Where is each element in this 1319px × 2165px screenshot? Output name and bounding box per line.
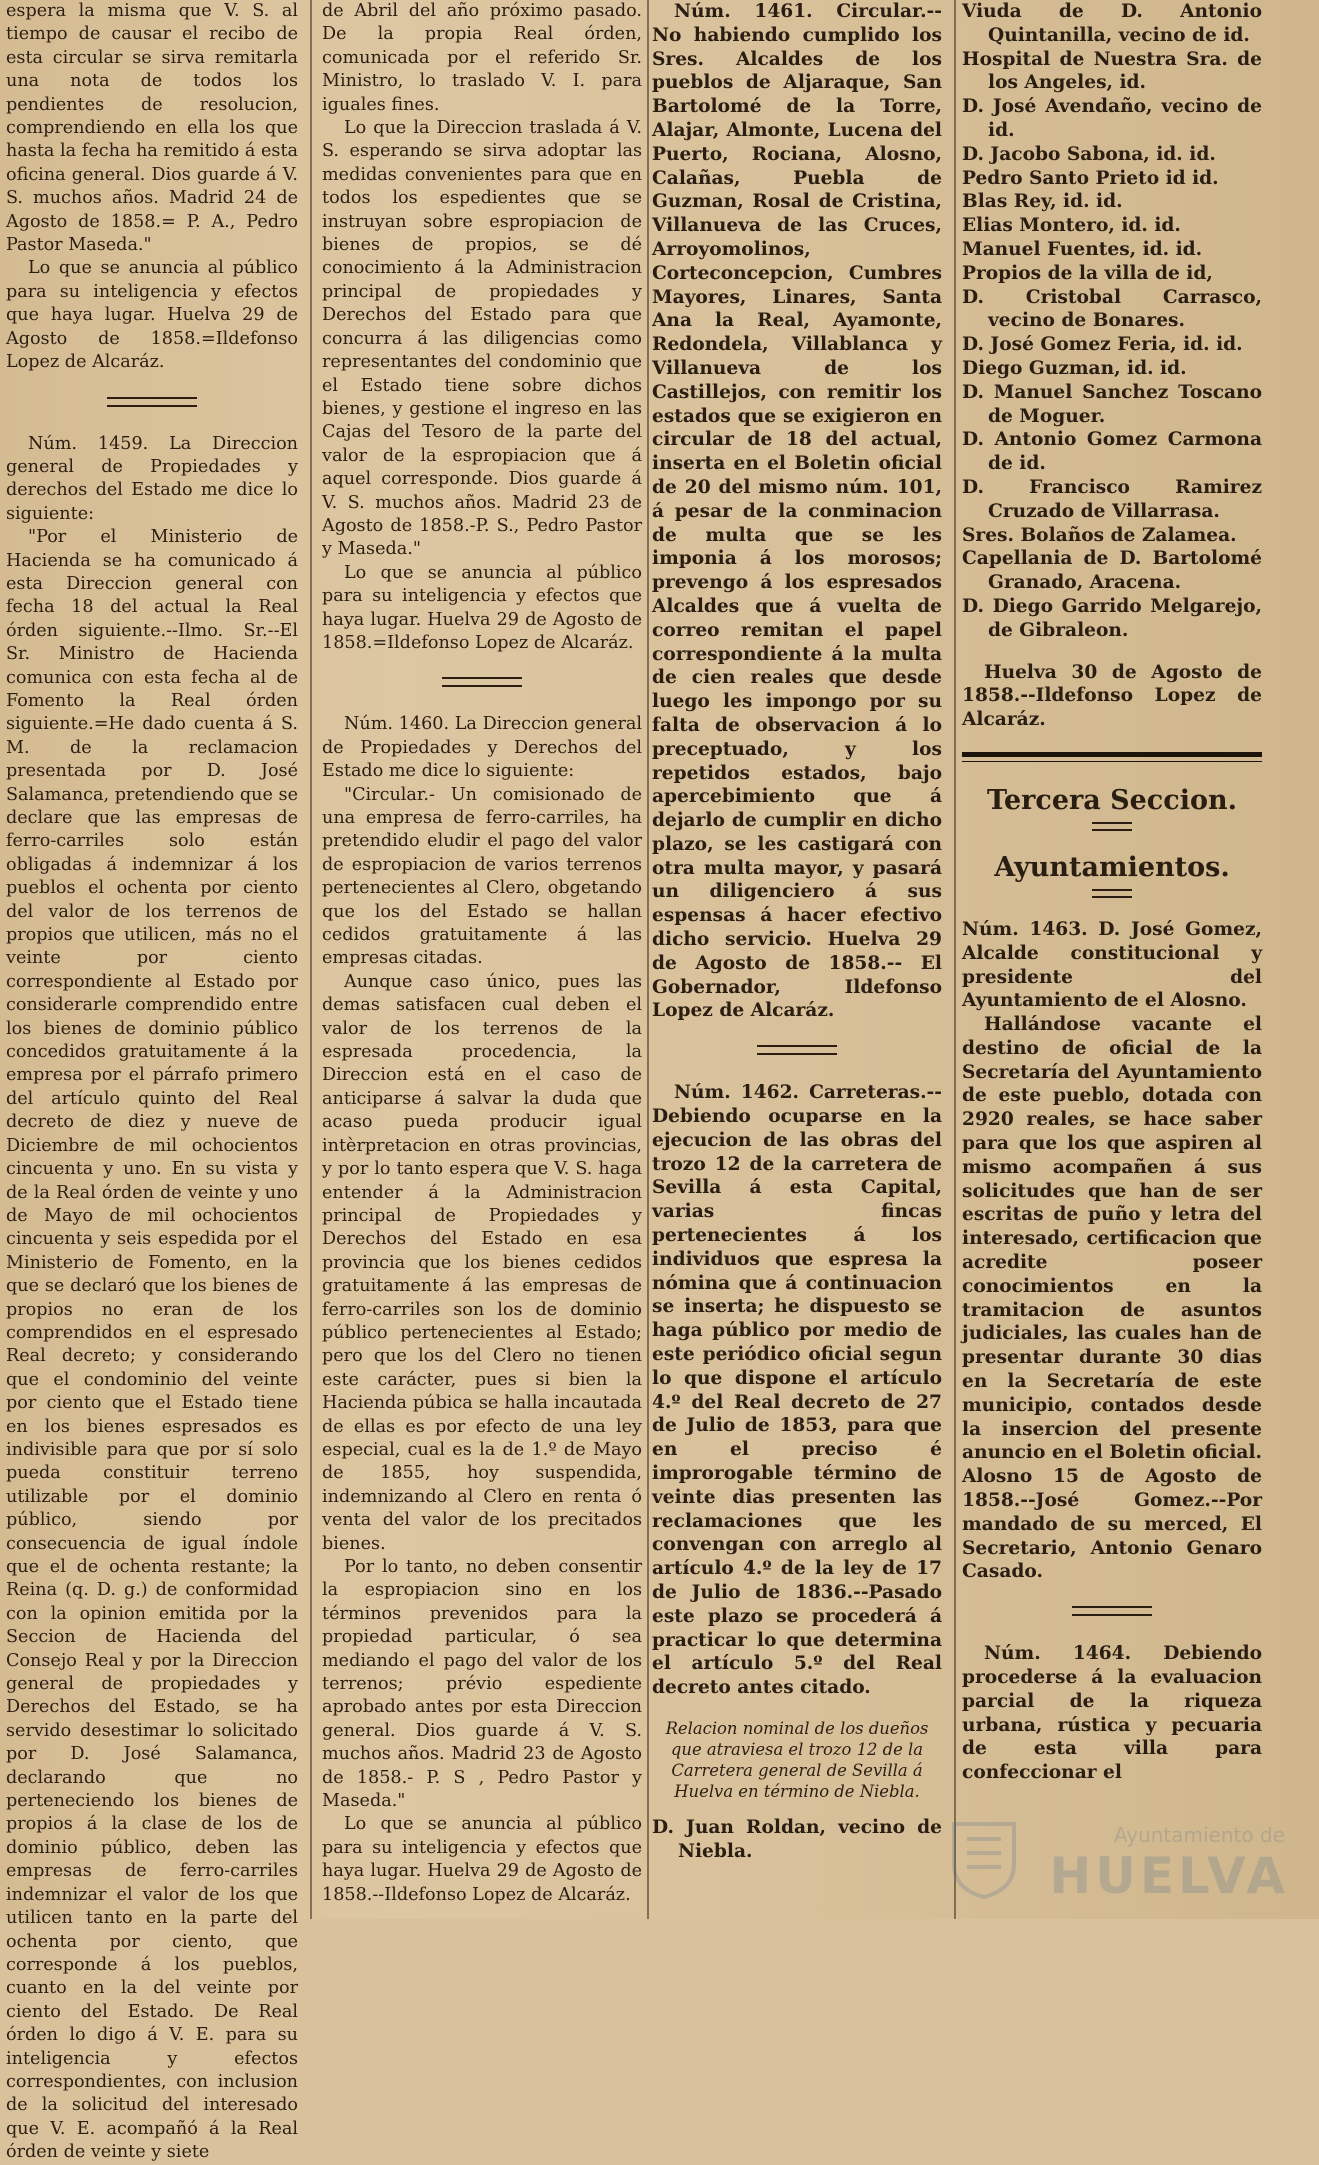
separator bbox=[107, 397, 197, 407]
notice-1463-body: Hallándose vacante el destino de oficial de la Secretaría del Ayuntamiento de este pueblo, dotada con 2920 reales, se hace saber para que los que aspiren al mismo acompañen á sus solicitudes que han de ser escritas de puño y letra del interesado, certificacion que acredite poseer conocimientos en la tramitacion de asuntos judiciales, las cuales han de presentar durante 30 dias en la Secretaría de este municipio, contados desde la insercion del presente anuncio en el Boletin oficial. Alosno 15 de Agosto de 1858.--José Gomez.--Por mandado de su merced, El Secretario, Antonio Genaro Casado. bbox=[962, 1014, 1262, 1583]
text-paragraph: Lo que la Direccion traslada á V. S. esperando se sirva adoptar las medidas convenientes para que en todos los espedientes que se instruyan sobre espropiacion de bienes de propios, se dé conocimiento á la Administracion principal de propiedades y Derechos del Estado para que concurra á las diligencias como representantes del condominio que el Estado tiene sobre dichos bienes, y gestione el ingreso en las Cajas del Tesoro de la parte del valor de la espropiacion que á aquel corresponde. Dios guarde á V. S. muchos años. Madrid 23 de Agosto de 1858.-P. S., Pedro Pastor y Maseda." bbox=[322, 118, 642, 560]
owner-entry: D. Manuel Sanchez Toscano de Moguer. bbox=[962, 381, 1262, 427]
separator bbox=[442, 677, 522, 687]
text-paragraph: de Abril del año próximo pasado. De la propia Real órden, comunicada por el referido Sr. Ministro, lo traslado V. I. para iguales fines. bbox=[322, 1, 642, 115]
owner-entry: D. Jacobo Sabona, id. id. bbox=[962, 143, 1216, 165]
owners-list bbox=[962, 0, 1262, 643]
owner-entry: Diego Guzman, id. id. bbox=[962, 357, 1187, 379]
column-divider bbox=[310, 0, 312, 1919]
subsection-title: Ayuntamientos. bbox=[994, 851, 1230, 883]
owner-entry: Viuda de D. Antonio Quintanilla, vecino de id. bbox=[962, 1, 1262, 46]
notice-1462: Núm. 1462. Carreteras.--Debiendo ocuparse en la ejecucion de las obras del trozo 12 de la carretera de Sevilla á esta Capital, varias fincas pertenecientes á los individuos que espresa la nómina que á continuacion se inserta; he dispuesto se haga público por medio de este periódico oficial segun lo que dispone el artículo 4.º del Real decreto de 27 de Julio de 1853, para que en el preciso é improrogable término de veinte dias presenten las reclamaciones que les convengan con arreglo al artículo 4.º de la ley de 17 de Julio de 1836.--Pasado este plazo se procederá á practicar lo que determina el artículo 5.º del Real decreto antes citado. bbox=[652, 1082, 942, 1699]
separator bbox=[1072, 1606, 1152, 1616]
owners-list-caption: Relacion nominal de los dueños que atraviesa el trozo 12 de la Carretera general de Sevilla á Huelva en término de Niebla. bbox=[665, 1718, 929, 1801]
owner-entry: Propios de la villa de id, bbox=[962, 262, 1213, 284]
owner-entry: D. Cristobal Carrasco, vecino de Bonares. bbox=[962, 286, 1262, 332]
owner-entry: D. José Gomez Feria, id. id. bbox=[962, 334, 1243, 356]
owner-entry: Manuel Fuentes, id. id. bbox=[962, 238, 1203, 260]
signature-line: Huelva 30 de Agosto de 1858.--Ildefonso Lopez de Alcaráz. bbox=[962, 661, 1262, 731]
text-paragraph: Aunque caso único, pues las demas satisfacen cual deben el valor de los terrenos de la espresada procedencia, la Direccion está en el caso de anticiparse á salvar la duda que acaso pueda producir igual intèrpretacion en otras provincias, y por lo tanto espera que V. S. haga entender á la Administracion principal de Propiedades y Derechos del Estado en esa provincia que los bienes cedidos gratuitamente á las empresas de ferro-carriles son los de dominio público pertenecientes al Estado; pero que los del Clero no tienen este carácter, pues si bien la Hacienda púbica se halla incautada de ellas es por efecto de una ley especial, cual es la de 1.º de Mayo de 1855, hoy suspendida, indemnizando al Clero en renta ó venta del valor de los precitados bienes. bbox=[322, 971, 642, 1554]
text-paragraph: Lo que se anuncia al público para su inteligencia y efectos que haya lugar. Huelva 29 de Agosto de 1858.=Ildefonso Lopez de Alcaráz. bbox=[6, 258, 298, 373]
owner-entry: D. Diego Garrido Melgarejo, de Gibraleon. bbox=[962, 595, 1262, 641]
watermark-subtitle: Ayuntamiento de bbox=[1113, 1823, 1285, 1847]
owner-entry: Pedro Santo Prieto id id. bbox=[962, 167, 1219, 189]
section-rule bbox=[962, 752, 1262, 757]
owner-entry: Capellania de D. Bartolomé Granado, Aracena. bbox=[962, 548, 1262, 594]
shield-icon bbox=[949, 1819, 1019, 1899]
section-title: Tercera Seccion. bbox=[987, 784, 1237, 816]
owner-entry: D. Juan Roldan, vecino de Niebla. bbox=[652, 1816, 942, 1862]
separator bbox=[757, 1045, 837, 1055]
notice-1459-heading: Núm. 1459. La Direccion general de Propiedades y derechos del Estado me dice lo siguiente: bbox=[6, 433, 298, 524]
section-rule-thin bbox=[962, 761, 1262, 762]
notice-1463-heading: Núm. 1463. D. José Gomez, Alcalde constitucional y presidente del Ayuntamiento de el Alosno. bbox=[962, 918, 1262, 1012]
owner-entry: D. Antonio Gomez Carmona de id. bbox=[962, 429, 1262, 475]
text-paragraph: Por lo tanto, no deben consentir la espropiacion sino en los términos prevenidos para la propiedad particular, ó sea mediando el pago del valor de los terrenos; prévio espediente aprobado antes por esta Direccion general. Dios guarde á V. S. muchos años. Madrid 23 de Agosto de 1858.- P. S , Pedro Pastor y Maseda." bbox=[322, 1557, 642, 1812]
column-4 bbox=[962, 0, 1262, 1919]
text-paragraph: Lo que se anuncia al público para su inteligencia y efectos que haya lugar. Huelva 29 de Agosto de 1858.--Ildefonso Lopez de Alcaráz. bbox=[322, 1814, 642, 1905]
notice-1460-body: "Circular.- Un comisionado de una empresa de ferro-carriles, ha pretendido eludir el pago del valor de espropiacion de varios terrenos pertenecientes al Clero, obgetando que los del Estado se hallan cedidos gratuitamente á las empresas citadas. bbox=[322, 784, 642, 969]
column-1 bbox=[6, 0, 298, 2163]
text-paragraph: espera la misma que V. S. al tiempo de causar el recibo de esta circular se sirva remitarla una nota de todos los pendientes de resolucion, comprendiendo en ella los que hasta la fecha ha remitido á esta oficina general. Dios guarde á V. S. muchos años. Madrid 24 de Agosto de 1858.= P. A., Pedro Pastor Maseda." bbox=[6, 1, 298, 256]
notice-1461: Núm. 1461. Circular.-- No habiendo cumplido los Sres. Alcaldes de los pueblos de Aljaraque, San Bartolomé de la Torre, Alajar, Almonte, Lucena del Puerto, Rociana, Alosno, Calañas, Puebla de Guzman, Rosal de Cristina, Villanueva de las Cruces, Arroyomolinos, Corteconcepcion, Cumbres Mayores, Linares, Santa Ana la Real, Ayamonte, Redondela, Villablanca y Villanueva de los Castillejos, con remitir los estados que se exigieron en circular de 18 del actual, inserta en el Boletin oficial de 20 del mismo núm. 101, á pesar de la conminacion de multa que se les imponia á los morosos; prevengo á los espresados Alcaldes que á vuelta de correo remitan el papel correspondiente á la multa de cien reales que desde luego les impongo por su falta de observacion á lo preceptuado, y los repetidos estados, bajo apercebimiento que á dejarlo de cumplir en dicho plazo, se les castigará con otra multa mayor, y pasará un diligenciero á sus espensas á hacer efectivo dicho servicio. Huelva 29 de Agosto de 1858.-- El Gobernador, Ildefonso Lopez de Alcaráz. bbox=[652, 1, 942, 1022]
notice-1460-heading: Núm. 1460. La Direccion general de Propiedades y Derechos del Estado me dice lo siguiente: bbox=[322, 714, 642, 782]
owner-entry: Hospital de Nuestra Sra. de los Angeles, id. bbox=[962, 48, 1262, 94]
text-paragraph: Lo que se anuncia al público para su inteligencia y efectos que haya lugar. Huelva 29 de Agosto de 1858.=Ildefonso Lopez de Alcaráz. bbox=[322, 562, 642, 653]
column-3 bbox=[652, 0, 942, 1919]
owner-entry: Blas Rey, id. id. bbox=[962, 191, 1123, 213]
column-divider bbox=[647, 0, 649, 1919]
watermark-title: HUELVA bbox=[1049, 1847, 1289, 1905]
title-ornament bbox=[1092, 822, 1132, 831]
column-divider bbox=[954, 0, 956, 1919]
owner-entry: D. Francisco Ramirez Cruzado de Villarrasa. bbox=[962, 476, 1262, 522]
owner-entry: Elias Montero, id. id. bbox=[962, 215, 1181, 237]
notice-1464: Núm. 1464. Debiendo procederse á la evaluacion parcial de la riqueza urbana, rústica y pecuaria de esta villa para confeccionar el bbox=[962, 1643, 1262, 1784]
archive-watermark bbox=[949, 1815, 1289, 1905]
title-ornament bbox=[1092, 889, 1132, 898]
owner-entry: Sres. Bolaños de Zalamea. bbox=[962, 524, 1237, 546]
column-2 bbox=[322, 0, 642, 1919]
notice-1459-body: "Por el Ministerio de Hacienda se ha comunicado á esta Direccion general con fecha 18 del actual la Real órden siguiente.--Ilmo. Sr.--El Sr. Ministro de Hacienda comunica con esta fecha al de Fomento la Real órden siguiente.=He dado cuenta á S. M. de la reclamacion presentada por D. José Salamanca, pretendiendo que se declare que las empresas de ferro-carriles solo están obligadas á indemnizar á los pueblos el ochenta por ciento del valor de los terrenos de propios que utilicen, más no el veinte por ciento correspondiente al Estado por considerarle comprendido entre los bienes de dominio público concedidos gratuitamente á la empresa por el párrafo primero del artículo quinto del Real decreto de diez y nueve de Diciembre de mil ochocientos cincuenta y uno. En su vista y de la Real órden de veinte y uno de Mayo de mil ochocientos cincuenta y seis espedida por el Ministerio de Fomento, en la que se declaró que los bienes de propios no eran de los comprendidos en el espresado Real decreto; y considerando que el condominio del veinte por ciento que el Estado tiene en los bienes espresados es indivisible para que por sí solo pueda constituir terreno utilizable por el dominio público, siendo por consecuencia de igual índole que el de ochenta restante; la Reina (q. D. g.) de conformidad con la opinion emitida por la Seccion de Hacienda del Consejo Real y por la Direccion general de propiedades y Derechos del Estado, se ha servido desestimar lo solicitado por D. José Salamanca, declarando que no perteneciendo los bienes de propios á la clase de los de dominio público, deben las empresas de ferro-carriles indemnizar el valor de los que utilicen tanto en la parte del ochenta por ciento, que corresponde á los pueblos, cuanto en la del veinte por ciento del Estado. De Real órden lo digo á V. E. para su inteligencia y efectos correspondientes, con inclusion de la solicitud del interesado que V. E. acompañó á la Real órden de veinte y siete bbox=[6, 527, 298, 2163]
owner-entry: D. José Avendaño, vecino de id. bbox=[962, 96, 1262, 141]
